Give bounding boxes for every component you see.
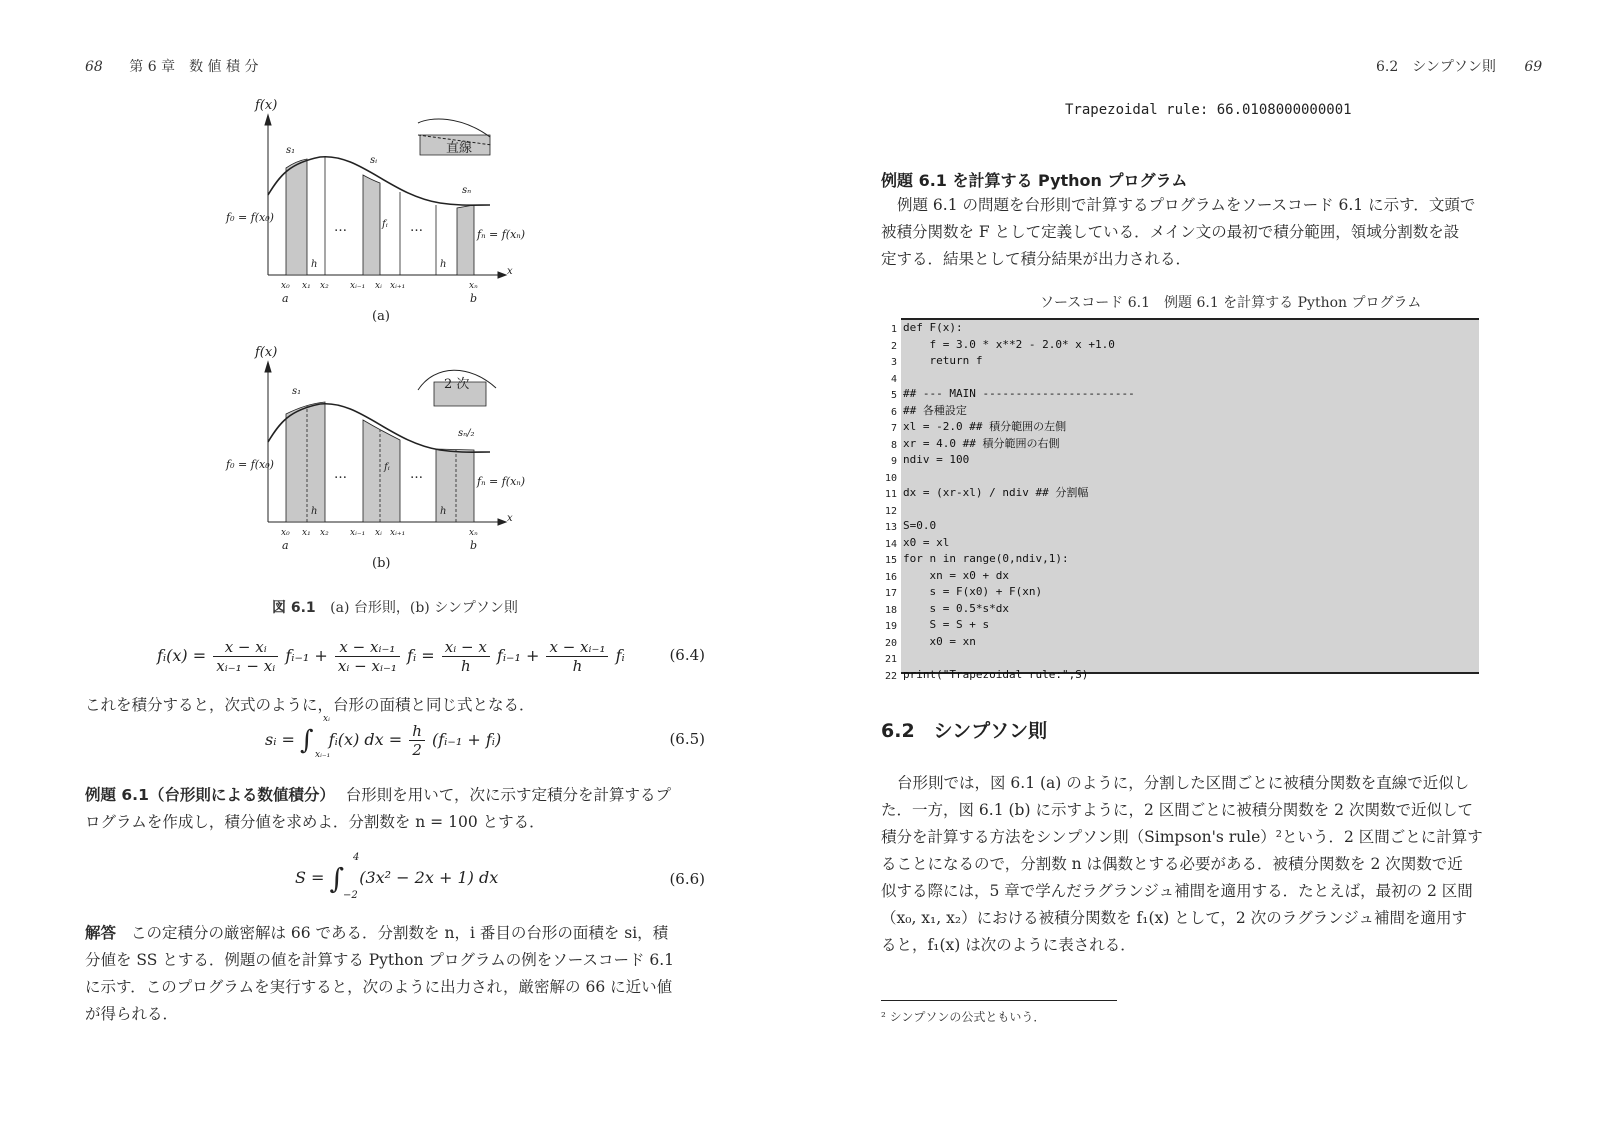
label-b-a: a xyxy=(282,539,289,552)
figure-caption xyxy=(272,597,518,617)
simpson-line-5: 似する際には，5 章で学んだラグランジュ補間を適用する．たとえば，最初の 2 区間 xyxy=(881,882,1473,900)
example-6-1 xyxy=(85,782,705,836)
label-x: x xyxy=(507,266,513,277)
prog-desc-line-3: 定する．結果として積分結果が出力される． xyxy=(881,250,1192,268)
label-b-f0: f₀ = f(x₀) xyxy=(226,458,274,471)
simpson-line-6: （x₀, x₁, x₂）における被積分関数を f₁(x) として，2 次のラグランジュ補間を適用す xyxy=(881,909,1467,927)
page-number-right: 69 xyxy=(1524,59,1543,75)
code-caption: ソースコード 6.1 例題 6.1 を計算する Python プログラム xyxy=(1040,295,1422,311)
fig-b-label: (b) xyxy=(372,556,391,571)
eq64-frac1 xyxy=(213,638,278,675)
simpson-line-7: ると，f₁(x) は次のように表される． xyxy=(881,936,1136,954)
running-header-right xyxy=(1376,56,1542,76)
program-heading: 例題 6.1 を計算する Python プログラム xyxy=(881,171,1188,190)
label-b-sn: sₙ/₂ xyxy=(458,428,475,439)
eq66-lhs: S = xyxy=(295,868,325,887)
tick-xn: xₙ xyxy=(469,281,478,291)
ellipsis-2: … xyxy=(410,220,423,235)
eq64-d4: h xyxy=(572,657,583,675)
eq64-number: (6.4) xyxy=(669,646,705,664)
eq64-frac2 xyxy=(335,638,400,675)
label-b-fn: fₙ = f(xₙ) xyxy=(477,475,526,488)
label-s1: s₁ xyxy=(286,145,296,156)
label-h-2: h xyxy=(440,259,447,270)
tick-xim1: xᵢ₋₁ xyxy=(350,281,366,291)
ellipsis-1: … xyxy=(334,220,347,235)
answer-line-3: に示す．このプログラムを実行すると，次のように出力され，厳密解の 66 に近い値 xyxy=(85,978,673,996)
eq64-d2: xᵢ − xᵢ₋₁ xyxy=(337,657,397,675)
figure-number: 図 6.1 xyxy=(272,600,316,616)
simpson-line-2: た．一方，図 6.1 (b) に示すように，2 区間ごとに被積分関数を 2 次関数で近似して xyxy=(881,801,1473,819)
fig-a-ylabel: f(x) xyxy=(255,98,278,113)
answer xyxy=(85,920,705,1028)
running-header-left xyxy=(85,56,258,76)
eq65-upper: xᵢ xyxy=(323,714,330,724)
code-line-numbers: 1 2 3 4 5 6 7 8 9 10 11 12 13 14 15 16 17 18 19 20 21 22 xyxy=(884,324,897,682)
eq64-t4: fᵢ xyxy=(615,646,625,665)
eq64-t1: fᵢ₋₁ + xyxy=(285,646,328,665)
strip-si xyxy=(363,175,380,275)
eq65-body: fᵢ(x) dx = xyxy=(328,730,403,749)
example-title: 例題 6.1（台形則による数値積分） xyxy=(85,786,335,804)
tick-xip1: xᵢ₊₁ xyxy=(390,281,406,291)
eq65-lhs: sᵢ = xyxy=(265,730,295,749)
eq64-n2: x − xᵢ₋₁ xyxy=(335,638,400,657)
tick-b-xn: xₙ xyxy=(469,528,478,538)
tick-b-x2: x₂ xyxy=(320,528,329,538)
eq65-d: 2 xyxy=(412,741,422,759)
eq64-d1: xᵢ₋₁ − xᵢ xyxy=(216,657,276,675)
label-b-x: x xyxy=(507,513,513,524)
eq64-frac3 xyxy=(442,638,490,675)
tick-b-x1: x₁ xyxy=(302,528,311,538)
footnote-rule xyxy=(881,1000,1117,1001)
tick-x1: x₁ xyxy=(302,281,311,291)
label-fn: fₙ = f(xₙ) xyxy=(477,228,526,241)
eq66-lower: −2 xyxy=(343,890,358,901)
label-si: sᵢ xyxy=(370,155,378,166)
eq64-d3: h xyxy=(460,657,471,675)
eq65-number: (6.5) xyxy=(669,730,705,748)
simpson-paragraph xyxy=(881,770,1511,959)
tick-b-xip1: xᵢ₊₁ xyxy=(390,528,406,538)
left-page xyxy=(0,0,800,1128)
page-number: 68 xyxy=(85,59,103,75)
ellipsis-b-1: … xyxy=(334,467,347,482)
eq64-n3: xᵢ − x xyxy=(442,638,490,657)
program-description xyxy=(881,192,1501,273)
answer-line-2: 分値を SS とする．例題の値を計算する Python プログラムの例をソースコード 6.1 xyxy=(85,951,675,969)
tick-b-xi: xᵢ xyxy=(375,528,382,538)
eq66-number: (6.6) xyxy=(669,870,705,888)
eq65-frac xyxy=(409,722,425,759)
label-fi: fᵢ xyxy=(382,219,388,230)
eq64-t2: fᵢ = xyxy=(407,646,435,665)
answer-line-1: この定積分の厳密解は 66 である．分割数を n，i 番目の台形の面積を si，積 xyxy=(130,924,669,942)
eq66-body: (3x² − 2x + 1) dx xyxy=(359,868,499,887)
tick-b-xim1: xᵢ₋₁ xyxy=(350,528,366,538)
simpson-line-3: 積分を計算する方法をシンプソン則（Simpson's rule）²という．2 区間ごとに計算す xyxy=(881,828,1483,846)
integral-sign-2: ∫ xyxy=(329,862,345,895)
example-line-1: 台形則を用いて，次に示す定積分を計算するプ xyxy=(345,786,671,804)
strip-b-s1 xyxy=(286,402,325,522)
inset-b-label: 2 次 xyxy=(444,377,470,392)
fig-a-label: (a) xyxy=(372,309,390,324)
eq64-n4: x − xᵢ₋₁ xyxy=(546,638,608,657)
inset-label: 直線 xyxy=(446,141,473,156)
eq66-upper: 4 xyxy=(353,852,360,863)
label-sn: sₙ xyxy=(462,185,472,196)
integral-sign: ∫ xyxy=(300,725,314,756)
fig-b-ylabel: f(x) xyxy=(255,345,278,360)
figure-caption-text: (a) 台形則，(b) シンプソン則 xyxy=(330,600,518,616)
label-h-1: h xyxy=(311,259,318,270)
example-line-2: ログラムを作成し，積分値を求めよ．分割数を n = 100 とする． xyxy=(85,813,545,831)
strip-sn xyxy=(457,205,474,275)
section-title: 6.2 シンプソン則 xyxy=(881,720,1048,742)
tick-b-x0: x₀ xyxy=(281,528,290,538)
strip-b-si xyxy=(363,420,400,522)
eq64-t3: fᵢ₋₁ + xyxy=(496,646,540,665)
label-a: a xyxy=(282,292,289,305)
right-page xyxy=(800,0,1615,1128)
eq64-frac4 xyxy=(546,638,608,675)
prog-desc-line-1: 例題 6.1 の問題を台形則で計算するプログラムをソースコード 6.1 に示す．文頭で xyxy=(897,196,1476,214)
answer-line-4: が得られる． xyxy=(85,1005,179,1023)
footnote: ² シンプソンの公式ともいう． xyxy=(881,1010,1046,1024)
simpson-line-1: 台形則では，図 6.1 (a) のように，分割した区間ごとに被積分関数を直線で近似し xyxy=(897,774,1470,792)
figure-simpson xyxy=(220,342,540,574)
section-header: 6.2 シンプソン則 xyxy=(1376,59,1496,75)
label-b-h-2: h xyxy=(440,506,447,517)
tick-x0: x₀ xyxy=(281,281,290,291)
eq65-tail: (fᵢ₋₁ + fᵢ) xyxy=(432,730,502,749)
chapter-title: 第 6 章 数 値 積 分 xyxy=(129,59,259,75)
label-b-b: b xyxy=(470,539,478,552)
label-f0: f₀ = f(x₀) xyxy=(226,211,274,224)
answer-title: 解答 xyxy=(85,924,117,942)
label-b-s1: s₁ xyxy=(292,386,302,397)
eq65-lower: xᵢ₋₁ xyxy=(315,750,331,760)
paragraph-integral: これを積分すると，次式のように，台形の面積と同じ式となる． xyxy=(85,696,535,714)
simpson-line-4: ることになるので，分割数 n は偶数とする必要がある．被積分関数を 2 次関数で近 xyxy=(881,855,1463,873)
strip-s1 xyxy=(286,159,307,275)
eq65-n: h xyxy=(409,722,425,741)
label-b-fi: fᵢ xyxy=(384,462,390,473)
tick-xi: xᵢ xyxy=(375,281,382,291)
label-b-h-1: h xyxy=(311,506,318,517)
label-b: b xyxy=(470,292,478,305)
eq64-n1: x − xᵢ xyxy=(213,638,278,657)
figure-trapezoid xyxy=(220,95,540,325)
tick-x2: x₂ xyxy=(320,281,329,291)
code-lines: def F(x): f = 3.0 * x**2 - 2.0* x +1.0 return f ## --- MAIN ----------------------- ## 各種設定 xl = -2.0 ## 積分範囲の左側 xr = 4.0 ## 積分範囲の右側 ndiv = 100 dx = (xr-xl) / ndiv ## 分割幅 S=0.0 x0 = xl for n in range(0,ndiv,1): xn = x0 + dx s = F(x0) + F(xn) s = 0.5*s*dx S = S + s x0 = xn print("Trapezoidal rule:",S) xyxy=(903,321,1135,681)
program-output: Trapezoidal rule: 66.0108000000001 xyxy=(1065,102,1352,118)
prog-desc-line-2: 被積分関数を F として定義している．メイン文の最初で積分範囲，領域分割数を設 xyxy=(881,223,1460,241)
ellipsis-b-2: … xyxy=(410,467,423,482)
eq64-lhs: fᵢ(x) = xyxy=(157,646,207,665)
